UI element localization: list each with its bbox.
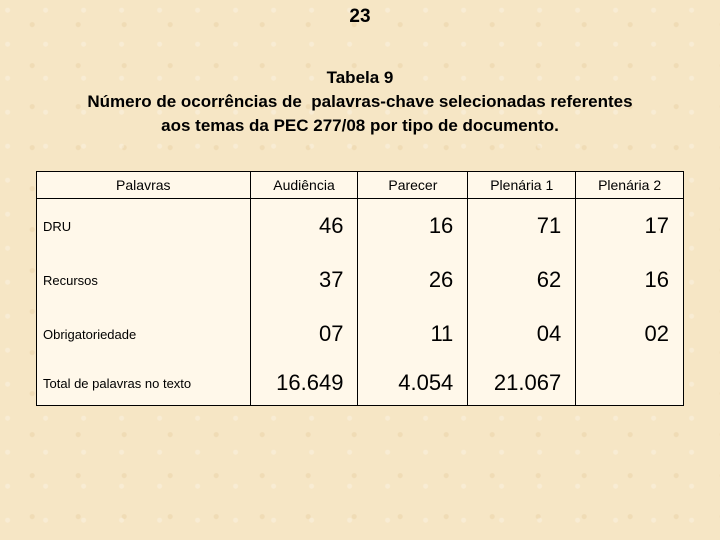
cell-value: 26 [358,253,468,307]
table-row [37,199,684,254]
cell-value: 16.649 [250,361,358,406]
header-palavras: Palavras [37,172,251,199]
header-plenaria-1: Plenária 1 [468,172,576,199]
cell-value: 11 [358,307,468,361]
cell-value-empty [576,361,684,406]
cell-value: 71 [468,199,576,254]
row-label-recursos: Recursos [37,253,251,307]
table-caption [10,66,710,138]
cell-value: 02 [576,307,684,361]
keywords-table [36,171,684,406]
page-number: 23 [349,6,371,27]
header-audiencia: Audiência [250,172,358,199]
header-parecer: Parecer [358,172,468,199]
cell-value: 16 [576,253,684,307]
cell-value: 16 [358,199,468,254]
cell-value: 46 [250,199,358,254]
table-row-total [37,361,684,406]
header-plenaria-2: Plenária 2 [576,172,684,199]
cell-value: 37 [250,253,358,307]
caption-title: Tabela 9 [326,68,394,87]
caption-line-3: aos temas da PEC 277/08 por tipo de documento. [161,116,559,135]
cell-value: 62 [468,253,576,307]
table-row [37,307,684,361]
row-label-dru: DRU [37,199,251,254]
cell-value: 17 [576,199,684,254]
cell-value: 21.067 [468,361,576,406]
row-label-obrigatoriedade: Obrigatoriedade [37,307,251,361]
cell-value: 07 [250,307,358,361]
table-row [37,253,684,307]
row-label-total: Total de palavras no texto [37,361,251,406]
caption-line-2: Número de ocorrências de palavras-chave selecionadas referentes [87,92,633,111]
table-header-row [37,172,684,199]
cell-value: 04 [468,307,576,361]
cell-value: 4.054 [358,361,468,406]
